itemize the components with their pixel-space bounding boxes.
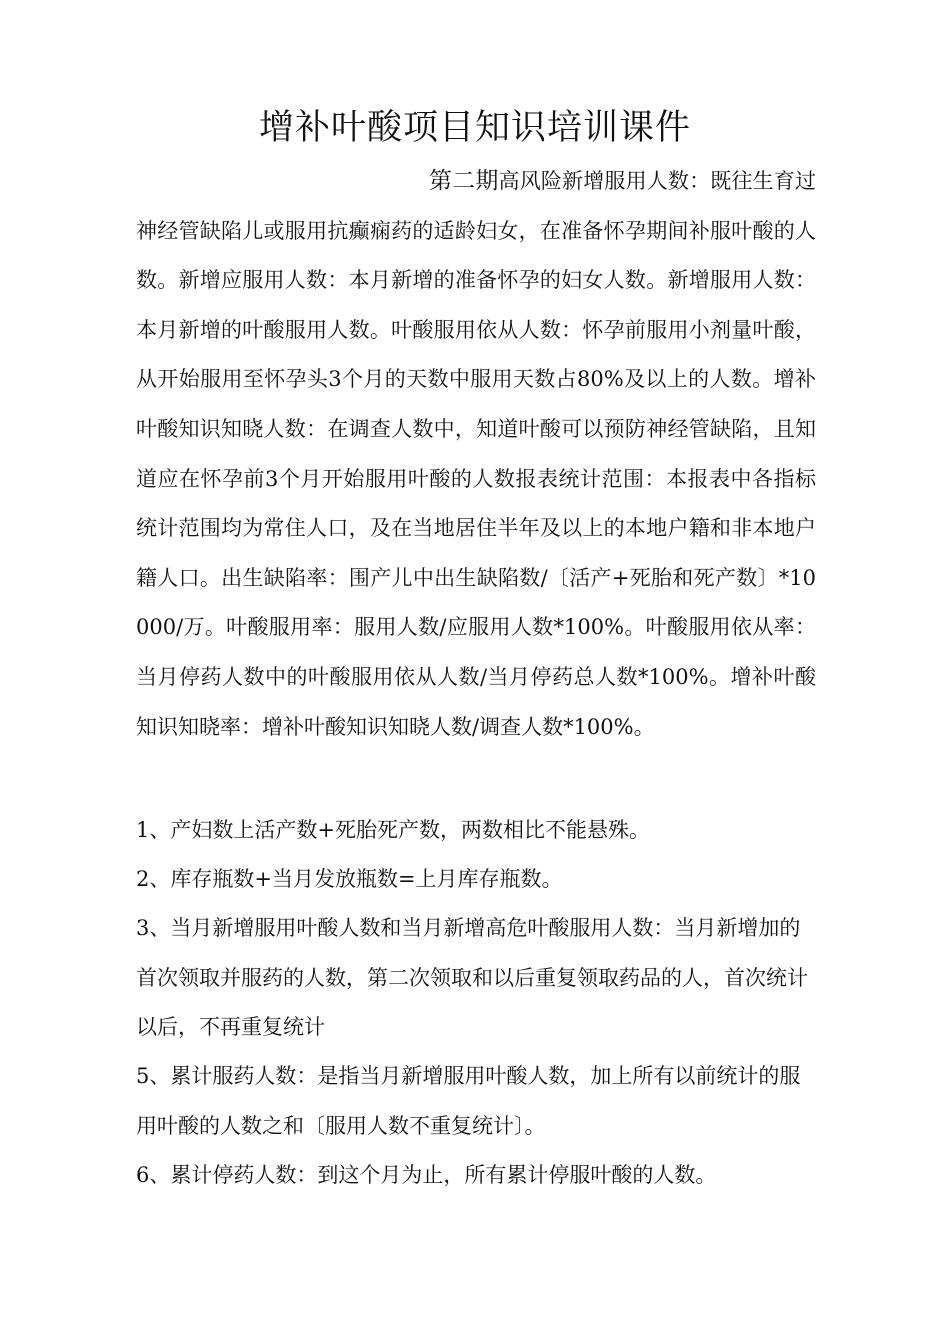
paragraph-body: 高风险新增服用人数：既往生育过神经管缺陷儿或服用抗癫痫药的适龄妇女，在准备怀孕期间补服叶酸的人数。新增应服用人数：本月新增的准备怀孕的妇女人数。新增服用人数：本月新增的叶酸服用人数。叶酸服用依从人数：怀孕前服用小剂量叶酸，从开始服用至怀孕头3个月的天数中服用天数占80%及以上的人数。增补叶酸知识知晓人数：在调查人数中，知道叶酸可以预防神经管缺陷，且知道应在怀孕前3个月开始服用叶酸的人数报表统计范围：本报表中各指标统计范围均为常住人口，及在当地居住半年及以上的本地户籍和非本地户籍人口。出生缺陷率：围产儿中出生缺陷数/〔活产+死胎和死产数〕*10000/万。叶酸服用率：服用人数/应服用人数*100%。叶酸服用依从率：当月停药人数中的叶酸服用依从人数/当月停药总人数*100%。增补叶酸知识知晓率：增补叶酸知识知晓人数/调查人数*100%。 bbox=[136, 169, 817, 739]
list-item: 1、产妇数上活产数+死胎死产数，两数相比不能悬殊。 bbox=[136, 818, 650, 842]
paragraph-lead: 第二期 bbox=[429, 168, 499, 194]
list-item: 3、当月新增服用叶酸人数和当月新增高危叶酸服用人数：当月新增加的首次领取并服药的人数，第二次领取和以后重复领取药品的人，首次统计以后，不再重复统计 bbox=[136, 916, 808, 1039]
list-item: 6、累计停药人数：到这个月为止，所有累计停服叶酸的人数。 bbox=[136, 1163, 717, 1187]
list-item: 5、累计服药人数：是指当月新增服用叶酸人数，加上所有以前统计的服用叶酸的人数之和〔服用人数不重复统计〕。 bbox=[136, 1064, 801, 1138]
list-item: 2、库存瓶数+当月发放瓶数=上月库存瓶数。 bbox=[136, 867, 563, 891]
document-title: 增补叶酸项目知识培训课件 bbox=[258, 108, 691, 148]
definitions-paragraph bbox=[136, 157, 816, 752]
